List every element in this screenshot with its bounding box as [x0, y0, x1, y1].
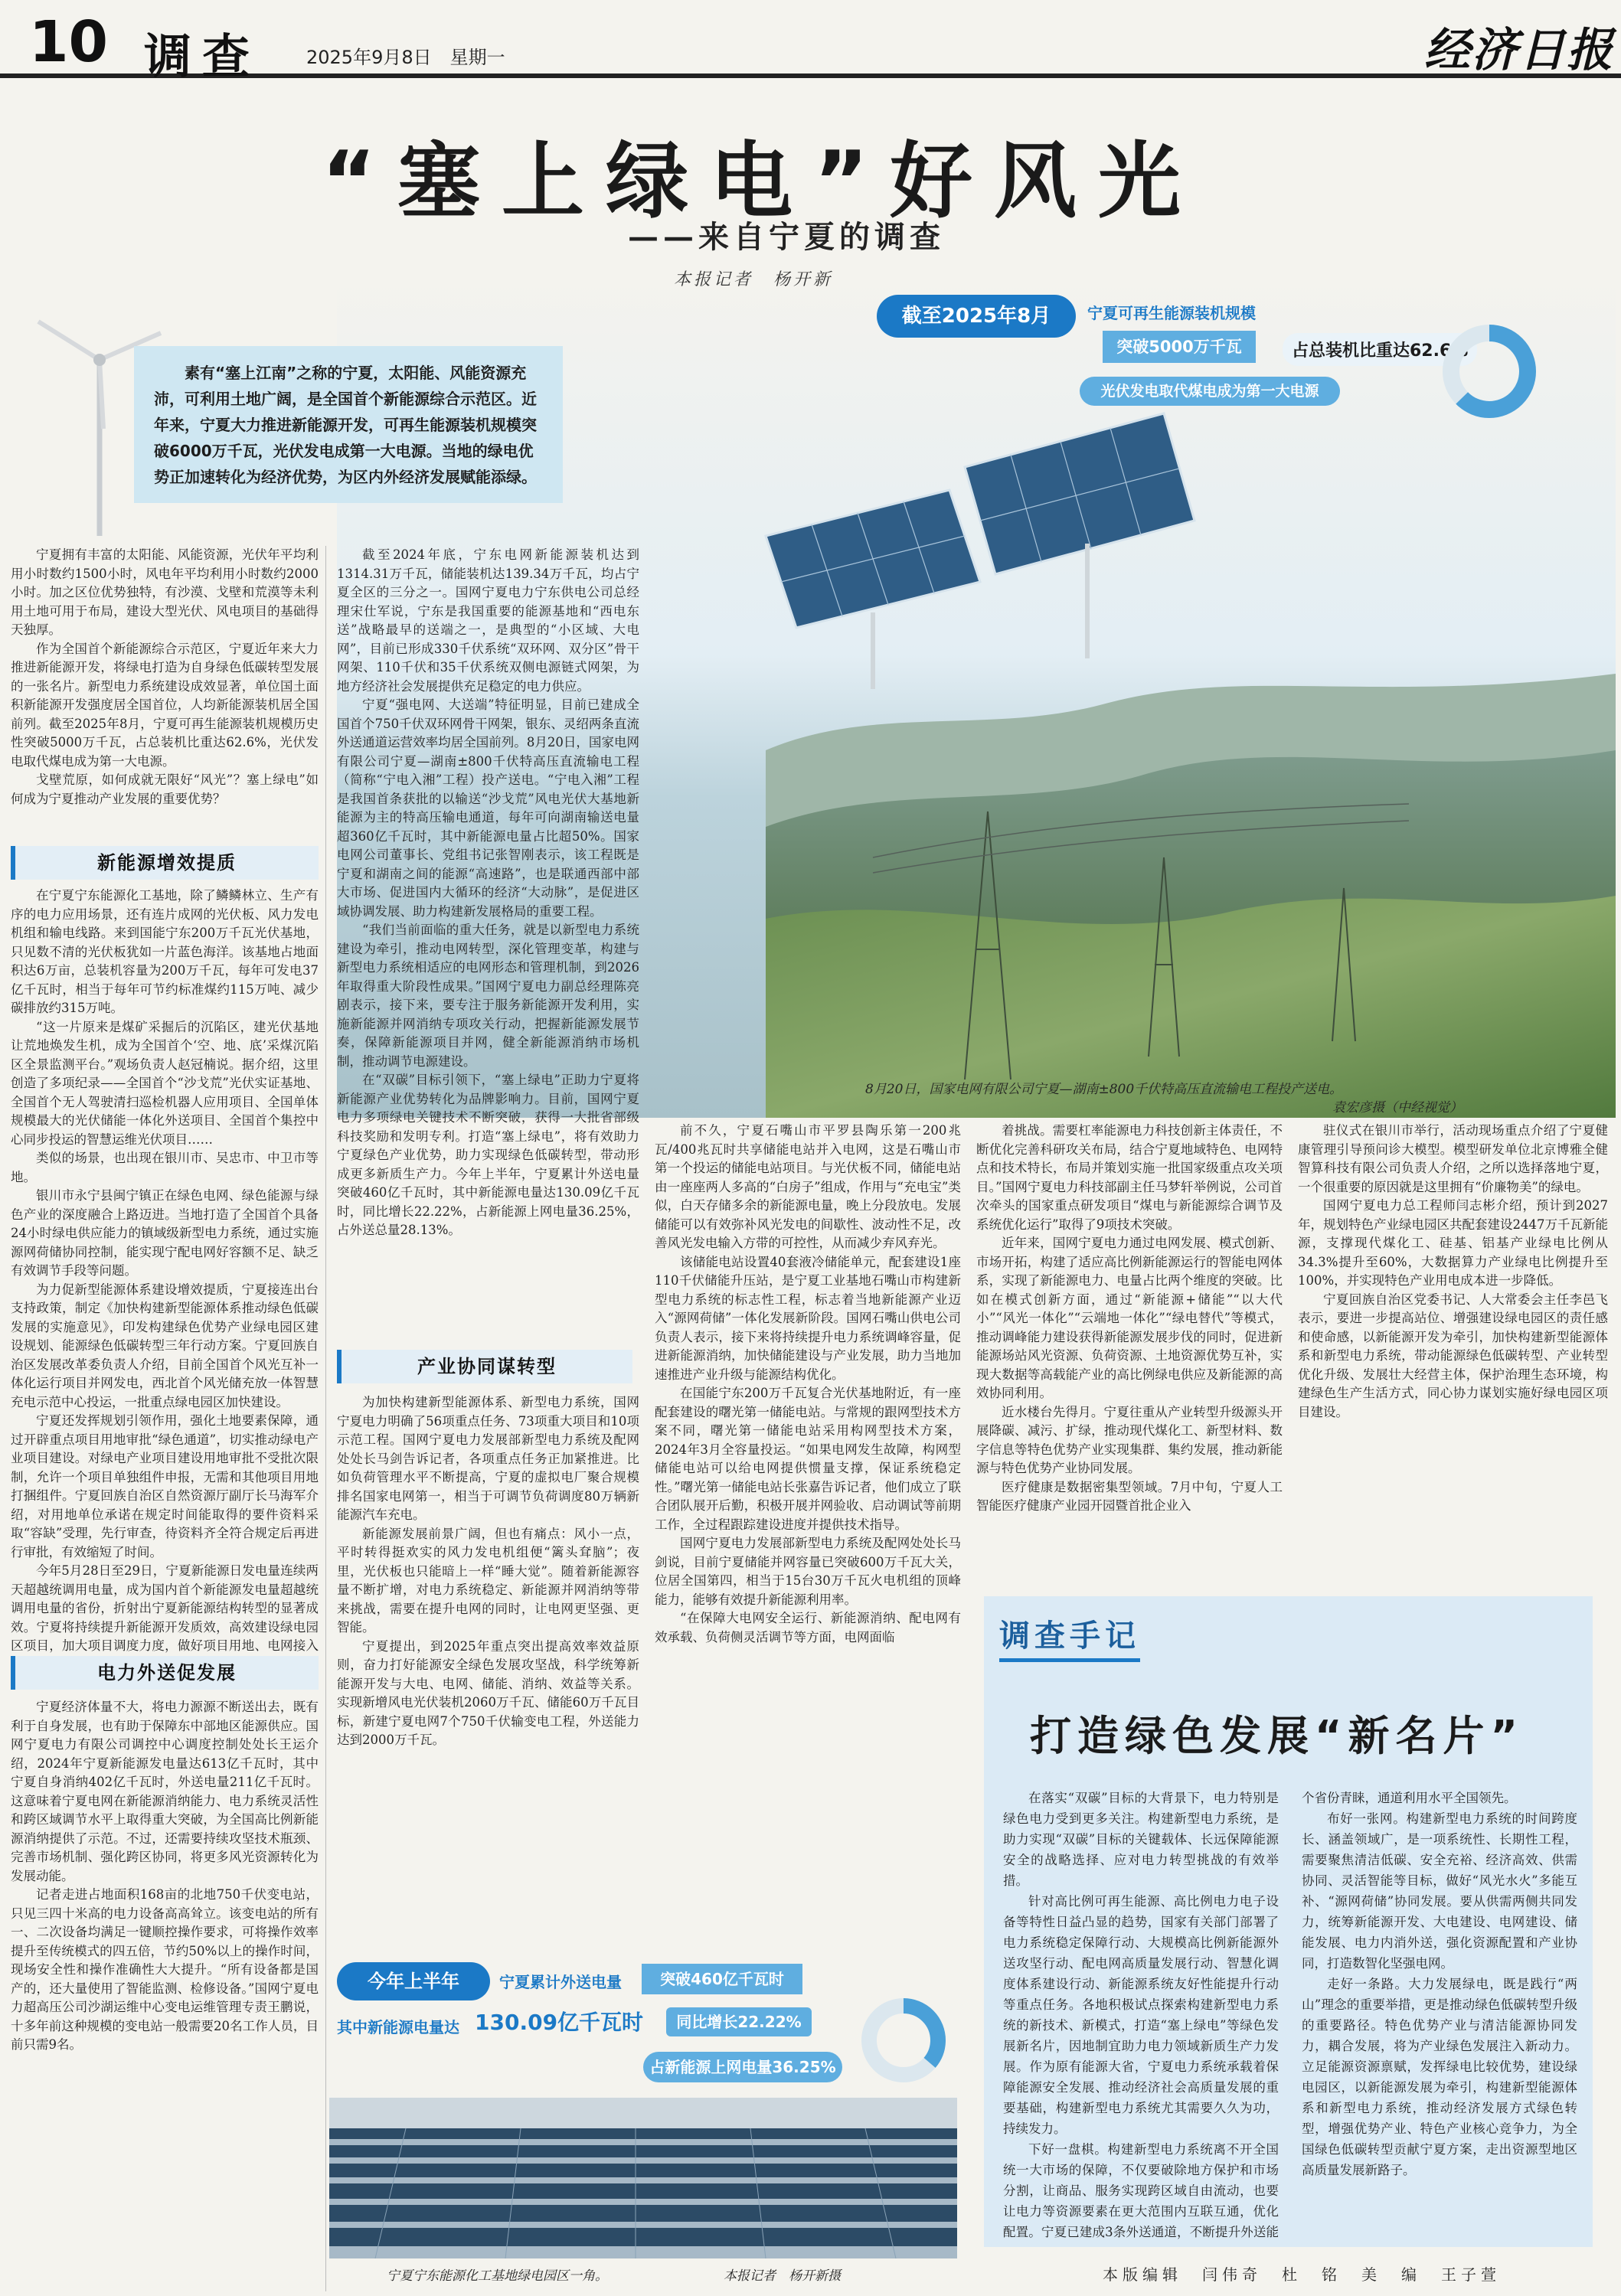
stats-top-item1: 宁夏可再生能源装机规模	[1087, 304, 1256, 322]
note-title: 打造绿色发展“新名片”	[1030, 1712, 1524, 1760]
note-tag: 调查手记	[999, 1612, 1140, 1662]
col1-s1p6: 宁夏还发挥规划引领作用，强化土地要素保障，通过开辟重点项目用地审批“绿色通道”，切实推动绿电产业项目建设。对绿电产业项目建设用地审批不受批次限制，允许一个项目单独组件申报，无需和其他项目用地打捆组件。宁夏回族自治区自然资源厅副厅长马海军介绍，对用地单位承诺在规定时间能取得的要件资料采取“容缺”受理，先行审查，待资料齐全符合规定后再进行审批，有效缩短了时间。	[11, 1413, 319, 1560]
col1-p2: 作为全国首个新能源综合示范区，宁夏近年来大力推进新能源开发，将绿电打造为自身绿色低碳转型发展的一张名片。新型电力系统建设成效显著，单位国土面积新能源开发强度居全国首位，人均新能源装机居全国前列。截至2025年8月，宁夏可再生能源装机规模历史性突破5000万千瓦，占总装机比重达62.6%，光伏发电取代煤电成为第一大电源。	[11, 641, 319, 769]
col4-p2: 近年来，国网宁夏电力通过电网发展、模式创新、市场开拓，构建了适应高比例新能源运行的智能电网体系，实现了新能源电力、电量占比两个维度的突破。比如在模式创新方面，通过“新能源+储能”“以大代小”“风光一体化”“云端地一体化”“绿电替代”等模式，推动调峰能力建设获得新能源发展步伐的同时，促进新能源场站风光资源、负荷资源、土地资源优势互补，实现大数据等高载能产业的高比例绿电供应及新能源的高效协同利用。	[976, 1236, 1283, 1400]
section-title: 调查	[144, 28, 261, 84]
bottom-photo	[329, 2098, 957, 2258]
article-title: “塞上绿电”好风光	[322, 134, 1202, 230]
col2-p3: “我们当前面临的重大任务，就是以新型电力系统建设为牵引，推动电网转型，深化管理变革，构建与新型电力系统相适应的电网形态和管理机制，到2026年取得重大阶段性成果。”国网宁夏电力副总经理陈亮剧表示，接下来，要专注于服务新能源开发利用，实施新能源并网消纳专项攻关行动，把握新能源发展节奏，保障新能源项目并网，健全新能源消纳市场机制，推动调节电源建设。	[337, 923, 639, 1069]
col2-s3p1: 为加快构建新型能源体系、新型电力系统，国网宁夏电力明确了56项重点任务、73项重大项目和10项示范工程。国网宁夏电力发展部新型电力系统及配网处处长马剑告诉记者，各项重点任务正加紧推进。比如负荷管理水平不断提高，宁夏的虚拟电厂聚合规模排名国家电网第一，相当于可调节负荷调度80万辆新能源汽车充电。	[337, 1395, 639, 1522]
col5-text	[1298, 1122, 1608, 1589]
article-byline: 本报记者 杨开新	[674, 270, 834, 289]
note-col-right	[1302, 1788, 1577, 2243]
stats-bottom-item3: 其中新能源电量达	[337, 2018, 459, 2036]
col1-s1p4: 银川市永宁县闽宁镇正在绿色电网、绿色能源与绿色产业的深度融合上路迈进。当地打造了全国首个具备24小时绿电供应能力的镇域级新型电力系统，通过实施源网荷储协同控制，能实现宁配电网好容额不足、缺乏有效调节手段等问题。	[11, 1188, 319, 1278]
col1-s1p3: 类似的场景，也出现在银川市、吴忠市、中卫市等地。	[11, 1151, 319, 1184]
col2-s3p3: 宁夏提出，到2025年重点突出提高效率效益原则，奋力打好能源安全绿色发展攻坚战，科学统筹新能源开发与大电、电网、储能、消纳、效益等关系。实现新增风电光伏装机2060万千瓦、储能60万千瓦目标，新建宁夏电网7个750千伏输变电工程，外送能力达到2000万千瓦。	[337, 1638, 639, 1747]
stats-bottom-item2: 突破460亿千瓦时	[642, 1964, 802, 1994]
col5-p1: 驻仪式在银川市举行，活动现场重点介绍了宁夏健康管理引导预问诊大模型。模型研发单位北京博雅全健智算科技有限公司负责人介绍，之所以选择落地宁夏，一个很重要的原因就是这里拥有“价廉物美”的绿电。	[1298, 1123, 1608, 1194]
top-photo-caption: 8月20日，国家电网有限公司宁夏—湖南±800千伏特高压直流输电工程投产送电。	[865, 1082, 1343, 1097]
col4-p4: 医疗健康是数据密集型领域。7月中旬，宁夏人工智能医疗健康产业园开园暨首批企业入	[976, 1479, 1283, 1513]
bottom-photo-credit: 本报记者 杨开新摄	[724, 2268, 841, 2284]
note-p4: 个省份青睐，通道利用水平全国领先。	[1302, 1791, 1517, 1805]
col3-p3: 在国能宁东200万千瓦复合光伏基地附近，有一座配套建设的曙光第一储能电站。与常规的跟网型技术方案不同，曙光第一储能电站采用构网型技术方案，2024年3月全容量投运。“如果电网发生故障，构网型储能电站可以给电网提供惯量支撑，保证系统稳定性。”曙光第一储能电站长张嘉告诉记者，他们成立了联合团队展开后勤，积极开展并网验收、启动调试等前期工作，全过程跟踪建设进度并提供技术指导。	[655, 1386, 961, 1532]
col1-s2p2: 记者走进占地面积168亩的北地750千伏变电站，只见三四十米高的电力设备高高耸立。该变电站的所有一、二次设备均满足一键顺控操作要求，可将操作效率提升至传统模式的四五倍，节约50%以上的操作时间，现场安全性和操作准确性大大提升。“所有设备都是国产的，还大量使用了智能监测、检修设备。”国网宁夏电力超高压公司沙湖运维中心变电运维管理专责王鹏说，十多年前这种规模的变电站一般需要20名工作人员，目前只需9名。	[11, 1887, 319, 2052]
col4-p3: 近水楼台先得月。宁夏往重从产业转型升级源头开展降碳、减污、扩绿，推动现代煤化工、新型材料、数字信息等特色优势产业实现集群、集约发展，推动新能源与特色优势产业协同发展。	[976, 1404, 1283, 1475]
col5-p2: 国网宁夏电力总工程师闫志彬介绍，预计到2027年，规划特色产业绿电园区共配套建设2447万千瓦新能源，支撑现代煤化工、硅基、铝基产业绿电比例从34.3%提升至60%，大数据算力产业绿电比例提升至100%，并实现特色产业用电成本进一步降低。	[1298, 1198, 1608, 1288]
newspaper-logo: 经济日报	[1424, 24, 1614, 77]
stats-bottom-ring	[858, 1994, 949, 2086]
col2-p1: 截至2024年底，宁东电网新能源装机达到1314.31万千瓦，储能装机达139.34万千瓦，均占宁夏全区的三分之一。国网宁夏电力宁东供电公司总经理宋仕军说，宁东是我国重要的能源基地和“西电东送”战略最早的送端之一，是典型的“小区域、大电网”，目前已形成330千伏系统“双环网、双分区”骨干网架、110千伏和35千伏系统双侧电源链式网架，为地方经济社会发展提供充足稳定的电力供应。	[337, 547, 639, 694]
page-number: 10	[29, 9, 108, 75]
col2-section3	[337, 1393, 639, 1929]
col3-p2: 该储能电站设置40套液冷储能单元，配套建设1座110千伏储能升压站，是宁夏工业基地石嘴山市构建新型电力系统的标志性工程，标志着当地新能源产业迈入“源网荷储”一体化发展新阶段。国网石嘴山供电公司负责人表示，接下来将持续提升电力系统调峰容量，促进新能源消纳，加快储能建设与产业发展，助力当地加速推进产业升级与能源结构优化。	[655, 1254, 961, 1382]
col2-p4: 在“双碳”目标引领下，“塞上绿电”正助力宁夏将新能源产业优势转化为品牌影响力。目前，国网宁夏电力多项绿电关键技术不断突破，获得一大批省部级科技奖励和发明专利。打造“塞上绿电”，将有效助力宁夏绿色产业优势，助力实现绿色低碳转型，带动形成更多新质生产力。今年上半年，宁夏累计外送电量突破460亿千瓦时，其中新能源电量达130.09亿千瓦时，同比增长22.22%，占新能源上网电量36.25%，占外送总量28.13%。	[337, 1073, 639, 1237]
section-heading-1: 新能源增效提质	[11, 846, 319, 880]
stats-top-item3: 占总装机比重达62.6%	[1283, 333, 1477, 366]
column-divider	[325, 546, 326, 2291]
stats-top-item2: 突破5000万千瓦	[1103, 331, 1256, 363]
stats-top-item4: 光伏发电取代煤电成为第一大电源	[1080, 377, 1340, 406]
page-footer: 本版编辑 闫伟奇 杜 铭 美 编 王子萱	[1103, 2265, 1501, 2284]
col4-text	[976, 1122, 1283, 1589]
col3-p1: 前不久，宁夏石嘴山市平罗县陶乐第一200兆瓦/400兆瓦时共享储能电站并入电网，这是石嘴山市第一个投运的储能电站项目。与光伏板不同，储能电站由一座座两人多高的“白房子”组成，作用与“充电宝”类似，白天存储多余的新能源电量，晚上分段放电。发展储能可以有效弥补风光发电的间歇性、波动性不足，改善风光发电输入方带的可控性，从而减少弃风弃光。	[655, 1123, 961, 1250]
col3-p5: “在保障大电网安全运行、新能源消纳、配电网有效承载、负荷侧灵活调节等方面，电网面临	[655, 1611, 961, 1644]
col2-s3p2: 新能源发展前景广阔，但也有痛点：风小一点，平时转得挺欢实的风力发电机组便“篱头耷脑”；夜里，光伏板也只能暗上一样“睡大觉”。随着新能源容量不断扩增，对电力系统稳定、新能源并网消纳等带来挑战，需要在提升电网的同时，让电网更坚强、更智能。	[337, 1526, 639, 1635]
col1-s1p2: “这一片原来是煤矿采掘后的沉陷区，建光伏基地让荒地焕发生机，成为全国首个‘空、地、底’采煤沉陷区全景监测平台。”观场负责人赵冠楠说。据介绍，这里创造了多项纪录——全国首个“沙戈荒”光伏实证基地、全国首个无人驾驶清扫巡检机器人应用项目、全国单体规模最大的光伏储能一体化外送项目、全国首个集控中心同步投运的智慧运维光伏项目……	[11, 1019, 319, 1147]
note-p6: 走好一条路。大力发展绿电，既是践行“两山”理念的重要举措，更是推动绿色低碳转型升级的重要路径。特色优势产业与清洁能源协同发力，耦合发展，将为产业绿色发展注入新动力。立足能源资源禀赋，发挥绿电比较优势，建设绿电园区，以新能源发展为牵引，构建新型能源体系和新型电力系统，推动经济发展方式绿色转型，增强优势产业、特色产业核心竞争力，为全国绿色低碳转型贡献宁夏方案，走出资源型地区高质量发展新路子。	[1302, 1977, 1577, 2177]
col1-section2	[11, 1698, 319, 2289]
note-p2: 针对高比例可再生能源、高比例电力电子设备等特性日益凸显的趋势，国家有关部门部署了电力系统稳定保障行动、大规模高比例新能源外送攻坚行动、配电网高质量发展行动、智慧化调度体系建设行动、新能源系统友好性能提升行动等重点任务。各地积极试点探索构建新型电力系统的新技术、新模式，打造“塞上绿电”等绿色发展新名片，因地制宜助力电力领域新质生产力发展。作为原有能源大省，宁夏电力系统承载着保障能源安全发展、推动经济社会高质量发展的重要基础，构建新型电力系统尤其需要久久为功，持续发力。	[1003, 1894, 1279, 2136]
col2-p2: 宁夏“强电网、大送端”特征明显，目前已建成全国首个750千伏双环网骨干网架，银东、灵绍两条直流外送通道运营效率均居全国前列。8月20日，国家电网有限公司宁夏—湖南±800千伏特高压直流输电工程（简称“宁电入湘”工程）投产送电。“宁电入湘”工程是我国首条获批的以输送“沙戈荒”风电光伏大基地新能源为主的特高压输电通道，每年可向湖南输送电量超360亿千瓦时，其中新能源电量占比超50%。国家电网公司董事长、党组书记张智刚表示，该工程既是宁夏和湖南之间的能源“高速路”，也是联通西部中部大市场、促进国内大循环的经济“大动脉”，是促进区域协调发展、助力构建新发展格局的重要工程。	[337, 697, 639, 919]
col1-s1p5: 为力促新型能源体系建设增效提质，宁夏接连出台支持政策，制定《加快构建新型能源体系推动绿色低碳发展的实施意见》，印发构建绿色优势产业绿电园区建设规划、能源绿色低碳转型三年行动方案。宁夏回族自治区发展改革委负责人介绍，目前全国首个风光互补一体化运行项目并网发电，西北首个风光储充放一体智慧充电示范中心投运，一批重点绿电园区加快建设。	[11, 1282, 319, 1409]
issue-date: 2025年9月8日 星期一	[306, 47, 505, 68]
stats-bottom-label: 今年上半年	[337, 1962, 490, 2000]
top-photo-credit: 袁宏彦摄（中经视觉）	[1332, 1100, 1462, 1115]
col3-p4: 国网宁夏电力发展部新型电力系统及配网处处长马剑说，目前宁夏储能并网容量已突破600万千瓦大关，位居全国第四，相当于15台30万千瓦火电机组的顶峰能力，能够有效提升新能源利用率。	[655, 1536, 961, 1607]
col2-upper	[337, 546, 639, 1311]
stats-bottom-item6: 占新能源上网电量36.25%	[643, 2052, 842, 2082]
col1-s2p1: 宁夏经济体量不大，将电力源源不断送出去，既有利于自身发展，也有助于保障东中部地区能源供应。国网宁夏电力有限公司调控中心调度控制处处长王运介绍，2024年宁夏新能源发电量达613亿千瓦时，其中宁夏自身消纳402亿千瓦时，外送电量211亿千瓦时。这意味着宁夏电网在新能源消纳能力、电力系统灵活性和跨区域调节水平上取得重大突破，为全国高比例新能源消纳提供了示范。不过，还需要持续攻坚技术瓶颈、完善市场机制、强化跨区协同，将更多风光资源转化为发展动能。	[11, 1700, 319, 1883]
col1-s1p1: 在宁夏宁东能源化工基地，除了鳞鳞林立、生产有序的电力应用场景，还有连片成网的光伏板、风力发电机组和输电线路。来到国能宁东200万千瓦光伏基地，只见数不清的光伏板犹如一片蓝色海洋。该基地占地面积达6万亩，总装机容量为200万千瓦，每年可发电37亿千瓦时，相当于每年可节约标准煤约115万吨、减少碳排放约315万吨。	[11, 888, 319, 1015]
bottom-photo-caption: 宁夏宁东能源化工基地绿电园区一角。	[387, 2268, 608, 2284]
col1-s1p7: 今年5月28日至29日，宁夏新能源日发电量连续两天超越统调用电量，成为国内首个新能源发电量超越统调用电量的省份，折射出宁夏新能源结构转型的显著成效。宁夏将持续提升新能源开发质效，高效建设绿电园区项目，加大项目调度力度，做好项目用地、电网接入	[11, 1563, 319, 1653]
col1-p3: 戈壁荒原，如何成就无限好“风光”？塞上绿电”如何成为宁夏推动产业发展的重要优势？	[11, 772, 319, 806]
note-p5: 布好一张网。构建新型电力系统的时间跨度长、涵盖领域广，是一项系统性、长期性工程，需要聚焦清洁低碳、安全充裕、经济高效、供需协同、灵活智能等目标，做好“风光水火”多能互补、“源网荷储”协同发展。要从供需两侧共同发力，统筹新能源开发、大电建设、电网建设、储能发展、电力内消外送，强化资源配置和产业协同，打造数智化坚强电网。	[1302, 1811, 1577, 1971]
col4-p1: 着挑战。需要杠率能源电力科技创新主体责任，不断优化完善科研攻关布局，结合宁夏地域特色、电网特点和技术特长，布局并策划实施一批国家级重点攻关项目。”国网宁夏电力科技部副主任马梦轩举例说，公司首次牵头的国家重点研发项目“煤电与新能源综合调节及系统优化运行”取得了9项技术突破。	[976, 1123, 1283, 1232]
col1-p1: 宁夏拥有丰富的太阳能、风能资源，光伏年平均利用小时数约1500小时，风电年平均利用小时数约2000小时。加之区位优势独特，有沙漠、戈壁和荒漠等未利用土地可用于布局，建设大型光伏、风电项目的基础得天独厚。	[11, 547, 319, 637]
stats-bottom-item1: 宁夏累计外送电量	[499, 1973, 622, 1991]
stats-top-label: 截至2025年8月	[877, 295, 1076, 338]
article-subtitle: ——来自宁夏的调查	[628, 219, 945, 255]
section-heading-2: 电力外送促发展	[11, 1656, 319, 1690]
lead-paragraph: 素有“塞上江南”之称的宁夏，太阳能、风能资源充沛，可利用土地广阔，是全国首个新能源综合示范区。近年来，宁夏大力推进新能源开发，可再生能源装机规模突破6000万千瓦，光伏发电成第一大电源。当地的绿电优势正加速转化为经济优势，为区内外经济发展赋能添绿。	[134, 346, 563, 503]
col1-section1	[11, 887, 319, 1654]
section-heading-3: 产业协同谋转型	[337, 1350, 632, 1383]
note-col-left	[1003, 1788, 1279, 2243]
col1-intro	[11, 546, 319, 846]
stats-bottom-item4: 130.09亿千瓦时	[475, 2010, 644, 2035]
stats-top-ring	[1440, 322, 1539, 421]
stats-bottom-item5: 同比增长22.22%	[666, 2007, 812, 2036]
col5-p3: 宁夏回族自治区党委书记、人大常委会主任李邑飞表示，要进一步提高站位、增强建设绿电园区的责任感和使命感，以新能源开发为牵引，加快构建新型能源体系和新型电力系统，带动能源绿色低碳转型、产业转型优化升级、发展壮大经营主体，保护治理生态环境，构建绿色生产生活方式，同心协力谋划实施好绿电园区项目建设。	[1298, 1292, 1608, 1419]
note-p1: 在落实“双碳”目标的大背景下，电力特别是绿色电力受到更多关注。构建新型电力系统，是助力实现“双碳”目标的关键载体、长远保障能源安全的战略选择、应对电力转型挑战的有效举措。	[1003, 1791, 1279, 1888]
col3-text	[655, 1122, 961, 1948]
photo-solar-field	[329, 2098, 957, 2258]
note-p3: 下好一盘棋。构建新型电力系统离不开全国统一大市场的保障，不仅要破除地方保护和市场分割，让商品、服务实现跨区域自由流动，也要让电力等资源要素在更大范围内互联互通，优化配置。宁夏已建成3条外送通道，不断提升外送能	[1003, 2142, 1279, 2239]
